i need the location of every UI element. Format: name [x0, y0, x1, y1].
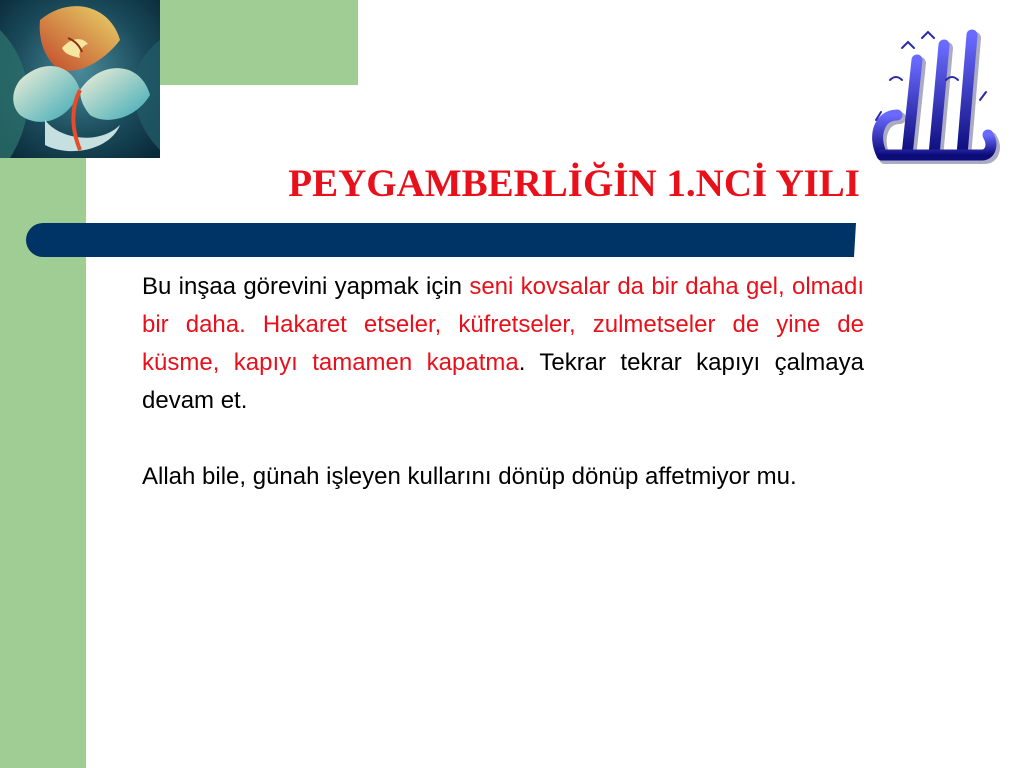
- paragraph-1-red-text: seni kovsalar da bir daha gel, olmadı bir daha. Hakaret etseler, küfretseler, zulmetseler de yine de küsme, kapıyı tamamen kapatma: [142, 273, 865, 376]
- paragraph-1: [142, 268, 864, 420]
- paragraph-1-text-start: Bu inşaa görevini yapmak için: [142, 273, 470, 300]
- allah-calligraphy: [862, 20, 1002, 168]
- paragraph-1-text-end: . Tekrar tekrar kapıyı çalmaya devam et.: [142, 349, 864, 414]
- muhammad-calligraphy-art: [0, 0, 160, 158]
- paragraph-2: Allah bile, günah işleyen kullarını dönüp dönüp affetmiyor mu.: [142, 463, 797, 490]
- slide-body: [142, 268, 864, 496]
- top-green-block: [160, 0, 358, 85]
- title-divider: [26, 223, 856, 257]
- slide-title: PEYGAMBERLİĞİN 1.NCİ YILI: [288, 162, 860, 205]
